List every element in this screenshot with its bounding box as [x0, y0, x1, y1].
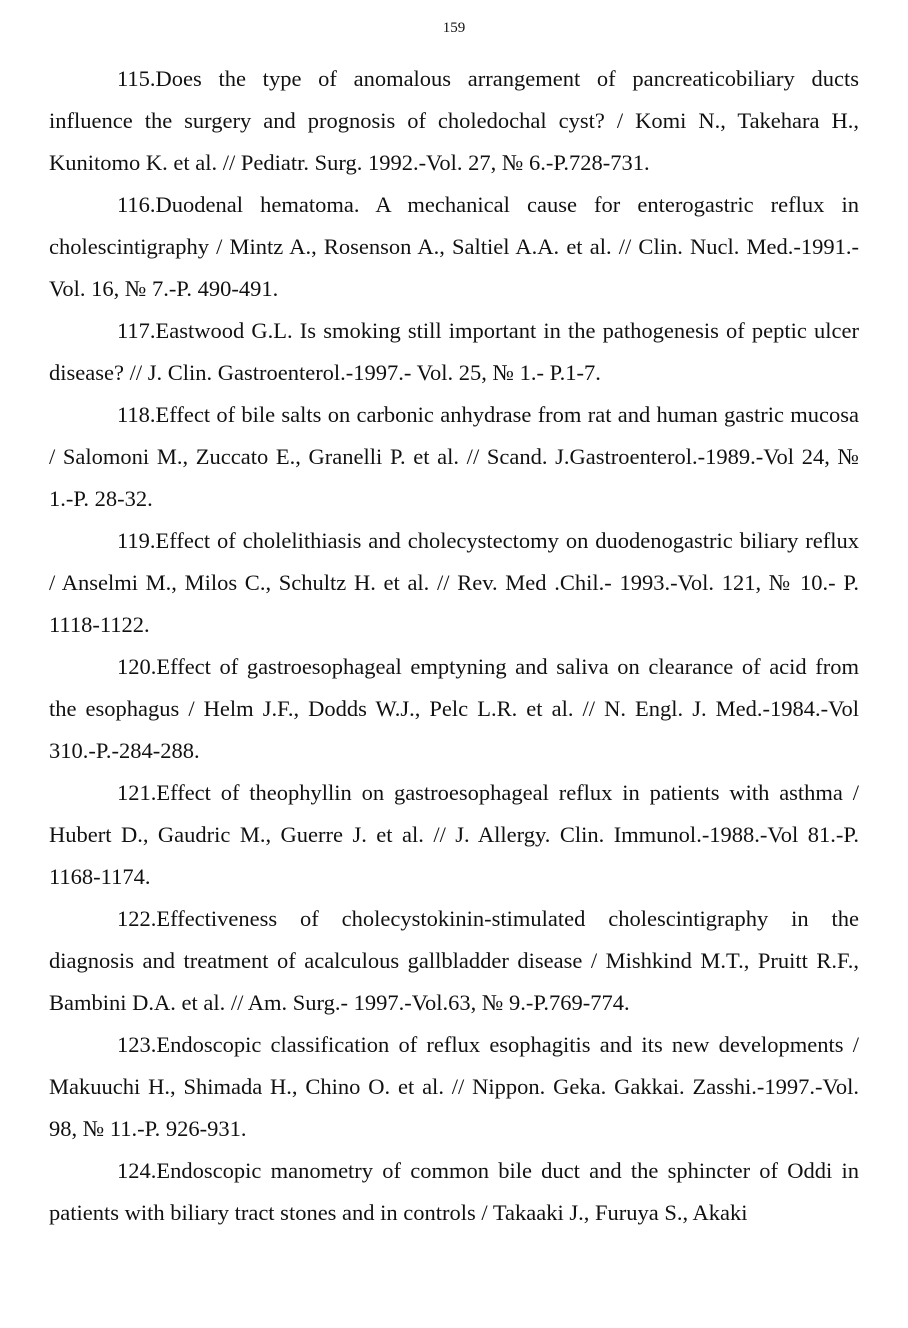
reference-item: 116.Duodenal hematoma. A mechanical cause for enterogastric reflux in cholescintigraphy / Mintz A., Rosenson A., Saltiel A.A. et al. // Clin. Nucl. Med.-1991.-Vol. 16, № 7.-P. 490-491. [49, 192, 859, 301]
reference-item: 118.Effect of bile salts on carbonic anhydrase from rat and human gastric mucosa / Salomoni M., Zuccato E., Granelli P. et al. // Scand. J.Gastroenterol.-1989.-Vol 24, № 1.-P. 28-32. [49, 402, 859, 511]
reference-item: 115.Does the type of anomalous arrangement of pancreaticobiliary ducts influence the surgery and prognosis of choledochal cyst? / Komi N., Takehara H., Kunitomo K. et al. // Pediatr. Surg. 1992.-Vol. 27, № 6.-P.728-731. [49, 66, 859, 175]
reference-list [49, 58, 859, 1234]
page-number: 159 [442, 20, 466, 36]
reference-item: 120.Effect of gastroesophageal emptyning and saliva on clearance of acid from the esophagus / Helm J.F., Dodds W.J., Pelc L.R. et al. // N. Engl. J. Med.-1984.-Vol 310.-P.-284-288. [49, 654, 859, 763]
reference-item: 121.Effect of theophyllin on gastroesophageal reflux in patients with asthma / Hubert D., Gaudric M., Guerre J. et al. // J. Allergy. Clin. Immunol.-1988.-Vol 81.-P. 1168-1174. [49, 780, 859, 889]
reference-item: 119.Effect of cholelithiasis and cholecystectomy on duodenogastric biliary reflux / Anselmi M., Milos C., Schultz H. et al. // Rev. Med .Chil.- 1993.-Vol. 121, № 10.- P. 1118-1122. [49, 528, 859, 637]
reference-item: 117.Eastwood G.L. Is smoking still important in the pathogenesis of peptic ulcer disease? // J. Clin. Gastroenterol.-1997.- Vol. 25, № 1.- P.1-7. [49, 318, 859, 385]
reference-item: 122.Effectiveness of cholecystokinin-stimulated cholescintigraphy in the diagnosis and treatment of acalculous gallbladder disease / Mishkind M.T., Pruitt R.F., Bambini D.A. et al. // Am. Surg.- 1997.-Vol.63, № 9.-P.769-774. [49, 906, 859, 1015]
reference-item: 123.Endoscopic classification of reflux esophagitis and its new developments / Makuuchi H., Shimada H., Chino O. et al. // Nippon. Geka. Gakkai. Zasshi.-1997.-Vol. 98, № 11.-P. 926-931. [49, 1032, 859, 1141]
reference-item: 124.Endoscopic manometry of common bile duct and the sphincter of Oddi in patients with biliary tract stones and in controls / Takaaki J., Furuya S., Akaki [49, 1158, 859, 1225]
